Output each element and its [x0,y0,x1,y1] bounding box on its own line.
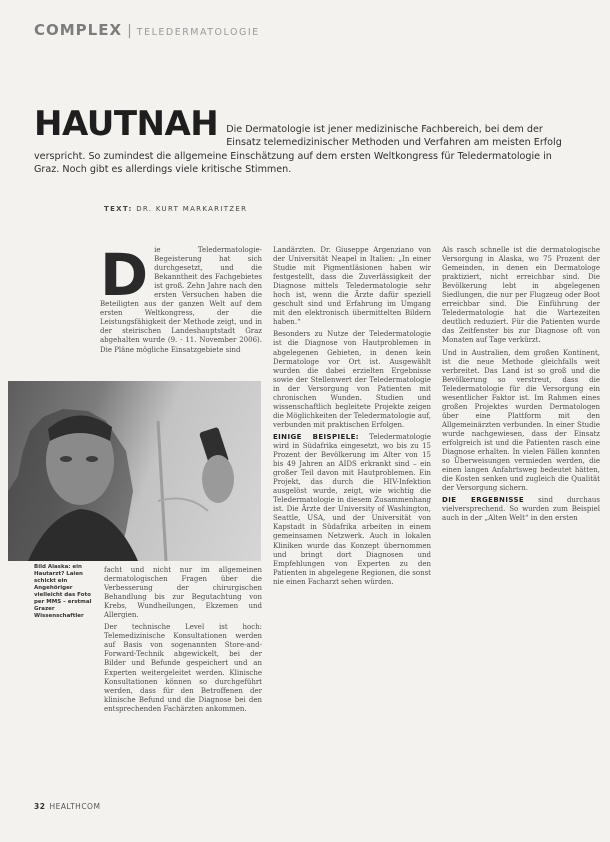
column-2-paragraph-3 [273,433,431,587]
drop-cap: D [100,246,149,309]
column-1-top [100,246,262,372]
column-1-paragraph-3: Der technische Level ist hoch: Telemedizinische Konsultationen werden auf Basis von sogenannten Store-and-Forward-Technik abgewickelt, bei der Bilder und Befunde gespeichert und an Experten weitergeleitet werden. Klinische Konsultationen können so durchgeführt werden, dass für den Betroffenen der klinische Befund und die Diagnose bei den entsprechenden Fachärzten ankommen. [104,623,262,713]
lead-paragraph: Die Dermatologie ist jener medizinische Fachbereich, bei dem der Einsatz telemedizinischer Methoden und Verfahren am meisten Erfolg verspricht. So zumindest die allgemeine Einschätzung auf dem ersten Weltkongress für Teledermatologie in Graz. Noch gibt es allerdings viele kritische Stimmen. [34,124,562,176]
headline-block [34,105,564,177]
column-3-paragraph-1: Als rasch schnelle ist die dermatologische Versorgung in Alaska, wo 75 Prozent der Gemeinden, in denen ein Dermatologe praktiziert, nicht erreichbar sind. Die Bevölkerung lebt in abgelegenen Siedlungen, die nur per Flugzeug oder Boot erreichbar sind. Die Einführung der Teledermatologie hat die Wartezeiten deutlich reduziert. Für die Patienten wurde das Zeitfenster bis zur Diagnose oft von Monaten auf Tage verkürzt. [442,246,600,345]
topic-label: TELEDERMATOLOGIE [136,27,260,38]
author-name: DR. KURT MARKARITZER [136,205,248,213]
column-1-paragraph-2: facht und nicht nur im allgemeinen dermatologischen Fragen über die Verbesserung der chirurgischen Behandlung bis zur Begutachtung von Krebs, Wundheilungen, Ekzemen und Allergien. [104,566,262,620]
page-footer [34,802,100,811]
column-2 [273,246,431,786]
author-label: TEXT: [104,205,133,213]
page-number: 32 [34,802,46,811]
column-1-bottom [104,566,262,786]
column-2-paragraph-1: Landärzten. Dr. Giuseppe Argenziano von der Universität Neapel in Italien: „In einer Studie mit Pigmentläsionen haben wir festgestellt, dass die Zuverlässigkeit der Diagnose mittels Teledermatologie sehr hoch ist, wenn die Ärzte dafür speziell geschult sind und Erfahrung im Umgang mit den elektronisch übermittelten Bildern haben.“ [273,246,431,327]
column-2-runin: EINIGE BEISPIELE: [273,432,359,441]
section-header [34,20,260,39]
header-separator: | [127,23,132,39]
article-photo [8,381,261,561]
photo-illustration [8,381,261,561]
magazine-name: HEALTHCOM [49,802,101,811]
column-3-paragraph-3 [442,496,600,523]
headline: HAUTNAH [34,104,219,144]
column-2-paragraph-2: Besonders zu Nutze der Teledermatologie ist die Diagnose von Hautproblemen in abgelegenen Gebieten, in denen kein Dermatologe vor Ort ist. Ausgewählt wurden die dabei erzielten Ergebnisse sowie der Stellenwert der Teledermatologie in der Versorgung von Patienten mit chronischen Wunden. Studien und wissenschaftlich begleitete Projekte zeigen die Möglichkeiten der Teledermatologie auf, verbunden mit praktischen Erfolgen. [273,330,431,429]
column-3-paragraph-3-text: sind durchaus vielversprechend. So wurden zum Beispiel auch in der „Alten Welt“ in den ersten [442,496,600,523]
column-2-paragraph-3-text: Teledermatologie wird in Südafrika eingesetzt, wo bis zu 15 Prozent der Bevölkerung im Alter von 15 bis 49 Jahren an AIDS erkrankt sind – ein großer Teil davon mit Hautproblemen. Ein Projekt, das durch die HIV-Infektion ausgelöst wurde, zeigt, wie wichtig die Teledermatologie in diesem Zusammenhang ist. Die Ärzte der University of Washington, Seattle, USA, und der Universität von Kapstadt in Südafrika arbeiten in einem gemeinsamen Netzwerk. Auch in lokalen Kliniken wurde das Konzept übernommen und bringt dort Diagnosen und Empfehlungen von Experten zu den Patienten in abgelegene Regionen, die sonst nie einen Facharzt sehen würden. [273,432,431,586]
column-3-paragraph-2: Und in Australien, dem großen Kontinent, ist die neue Methode gleichfalls weit verbreitet. Das Land ist so groß und die Bevölkerung so verstreut, dass die Teledermatologie für die Versorgung ein wesentlicher Faktor ist. Im Rahmen eines großen Projektes wurden Dermatologen über eine Plattform mit den Allgemeinärzten verbunden. In einer Studie wurde nachgewiesen, dass der Einsatz erfolgreich ist und die Patienten rasch eine Diagnose erhalten. In vielen Fällen konnten so Überweisungen vermieden werden, die einen langen Anfahrtsweg bedeutet hätten, die Kosten senken und zugleich die Qualität der Versorgung sichern. [442,348,600,493]
photo-caption: Bild Alaska: ein Hautarzt? Laien schickt ein Angehöriger vielleicht das Foto per MMS – erstmal Grazer Wissenschaftler [34,564,92,619]
column-3 [442,246,600,786]
section-label: COMPLEX [34,21,123,39]
author-byline [104,205,247,213]
column-1-paragraph-1: ie Teledermatologie-Begeisterung hat sich durchgesetzt, und die Bekanntheit des Fachgebietes ist groß. Zehn Jahre nach den ersten Versuchen haben die Beteiligten aus der ganzen Welt auf dem ersten Weltkongress, der die Leistungsfähigkeit der Methode zeigt, und in der steirischen Landeshauptstadt Graz abgehalten wurde (9. - 11. November 2006). Die Pläne mögliche Einsatzgebiete sind [100,246,262,354]
column-3-runin: DIE ERGEBNISSE [442,496,525,505]
